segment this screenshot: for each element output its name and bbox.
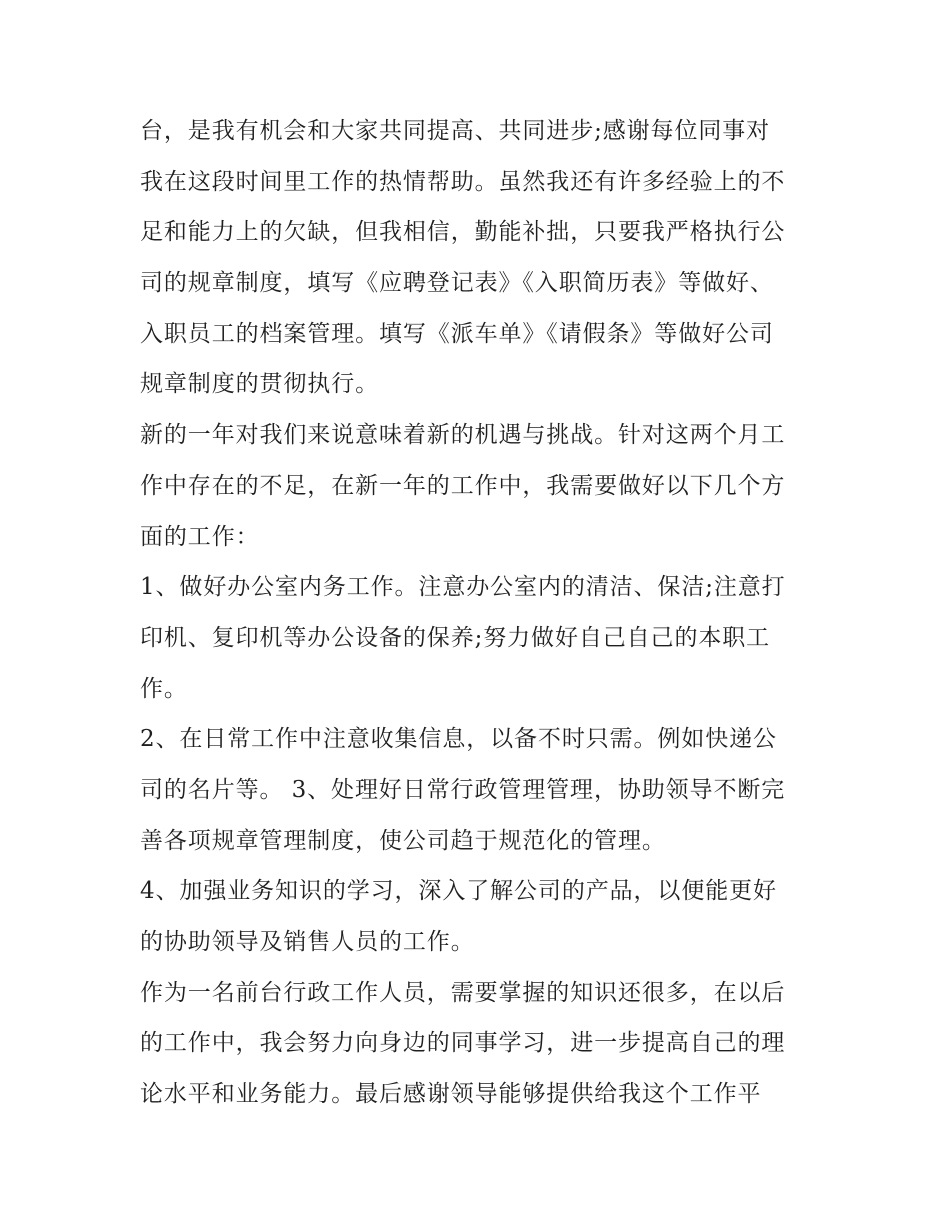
text-line: 入职员工的档案管理。填写《派车单》《请假条》等做好公司 <box>140 320 774 347</box>
text-line: 作为一名前台行政工作人员，需要掌握的知识还很多，在以后 <box>140 979 786 1006</box>
text-line: 论水平和业务能力。最后感谢领导能够提供给我这个工作平 <box>140 1081 762 1108</box>
document-page <box>140 106 820 1120</box>
text-line: 作中存在的不足，在新一年的工作中，我需要做好以下几个方 <box>140 472 786 499</box>
text-line: 善各项规章管理制度，使公司趋于规范化的管理。 <box>140 827 666 854</box>
text-line: 我在这段时间里工作的热情帮助。虽然我还有许多经验上的不 <box>140 168 786 195</box>
text-line: 的协助领导及销售人员的工作。 <box>140 929 475 955</box>
text-line: 1、做好办公室内务工作。注意办公室内的清洁、保洁;注意打 <box>140 574 786 601</box>
text-line: 2、在日常工作中注意收集信息，以备不时只需。例如快递公 <box>140 726 777 753</box>
text-line: 规章制度的贯彻执行。 <box>140 371 379 398</box>
text-line: 面的工作： <box>140 523 260 550</box>
text-line: 台，是我有机会和大家共同提高、共同进步;感谢每位同事对 <box>140 118 771 144</box>
text-line: 新的一年对我们来说意味着新的机遇与挑战。针对这两个月工 <box>140 422 786 449</box>
text-line: 司的名片等。 3、处理好日常行政管理管理，协助领导不断完 <box>140 776 786 803</box>
text-line: 作。 <box>140 675 188 702</box>
text-line: 司的规章制度，填写《应聘登记表》《入职简历表》等做好、 <box>140 270 774 297</box>
text-line: 的工作中，我会努力向身边的同事学习，进一步提高自己的理 <box>140 1030 786 1057</box>
text-line: 印机、复印机等办公设备的保养;努力做好自己自己的本职工 <box>140 624 771 651</box>
text-line: 4、加强业务知识的学习，深入了解公司的产品，以便能更好 <box>140 878 777 905</box>
text-line: 足和能力上的欠缺，但我相信，勤能补拙，只要我严格执行公 <box>140 219 786 246</box>
